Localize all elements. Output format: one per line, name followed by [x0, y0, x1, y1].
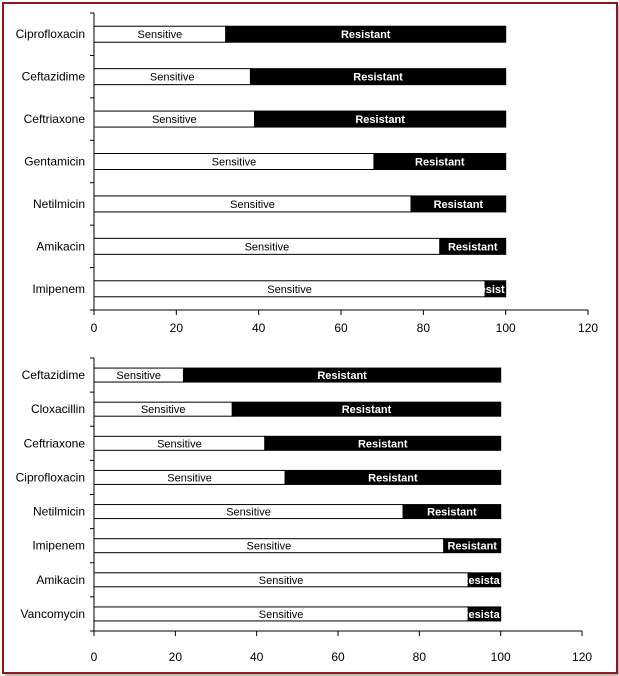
resistant-data-label: Resistant [415, 156, 465, 169]
resistant-data-label: Resistant [353, 71, 403, 84]
sensitive-data-label: Sensitive [140, 404, 186, 417]
resistant-data-label: Resistant [341, 404, 392, 417]
resistant-data-label: Resistant [427, 506, 477, 519]
x-tick-label: 100 [495, 321, 516, 335]
resistant-data-label: Resistant [340, 29, 391, 42]
category-label: Netilmicin [32, 196, 85, 211]
resistant-data-label: Resistant [447, 540, 497, 553]
x-tick-label: 20 [168, 650, 183, 664]
category-label: Netilmicin [32, 504, 85, 519]
x-tick-label: 60 [334, 321, 348, 335]
x-tick-label: 40 [250, 650, 264, 664]
resistant-data-label: Resistant [357, 438, 408, 451]
category-label: Imipenem [32, 538, 85, 553]
x-tick-label: 20 [169, 321, 184, 335]
x-tick-label: 0 [90, 321, 98, 335]
resistant-data-label: Resista [460, 574, 500, 587]
category-label: Ciprofloxacin [15, 27, 85, 42]
category-label: Amikacin [36, 572, 85, 587]
sensitive-data-label: Sensitive [151, 114, 197, 127]
sensitive-data-label: Sensitive [167, 472, 212, 485]
resistant-data-label: Resistant [368, 472, 418, 485]
sensitive-data-label: Sensitive [149, 71, 195, 84]
sensitive-data-label: Sensitive [211, 156, 257, 169]
sensitive-data-label: Sensitive [246, 540, 292, 553]
resistant-data-label: esist [479, 283, 505, 296]
category-label: Amikacin [36, 239, 85, 254]
x-tick-label: 80 [412, 650, 427, 664]
resistant-data-label: Resistant [317, 370, 367, 383]
sensitive-data-label: Sensitive [137, 29, 183, 42]
x-tick-label: 0 [90, 650, 98, 664]
category-label: Ceftazidime [21, 69, 85, 84]
sensitive-data-label: Sensitive [258, 574, 304, 587]
sensitive-data-label: Sensitive [267, 283, 312, 296]
sensitive-data-label: Sensitive [157, 438, 202, 451]
resistant-data-label: Resistant [355, 114, 405, 127]
sensitive-data-label: Sensitive [226, 506, 271, 519]
category-label: Vancomycin [20, 606, 85, 621]
category-label: Ceftriaxone [23, 436, 85, 451]
resistant-data-label: Resista [460, 608, 500, 621]
category-label: Cloxacillin [30, 402, 85, 417]
sensitive-data-label: Sensitive [258, 608, 304, 621]
category-label: Ciprofloxacin [15, 470, 85, 485]
category-label: Ceftriaxone [23, 112, 85, 127]
sensitive-data-label: Sensitive [244, 241, 290, 254]
x-tick-label: 120 [578, 321, 599, 335]
chart-2 [16, 358, 593, 664]
resistant-data-label: Resistant [433, 198, 484, 211]
x-tick-label: 80 [416, 321, 431, 335]
category-label: Ceftazidime [21, 368, 85, 383]
sensitive-data-label: Sensitive [230, 198, 275, 211]
x-tick-label: 100 [490, 650, 511, 664]
chart-1 [16, 13, 599, 335]
x-tick-label: 60 [331, 650, 345, 664]
resistant-data-label: Resistant [447, 241, 498, 254]
x-tick-label: 40 [252, 321, 266, 335]
category-label: Gentamicin [24, 154, 85, 169]
sensitive-data-label: Sensitive [116, 370, 162, 383]
x-tick-label: 120 [572, 650, 593, 664]
category-label: Imipenem [32, 281, 85, 296]
